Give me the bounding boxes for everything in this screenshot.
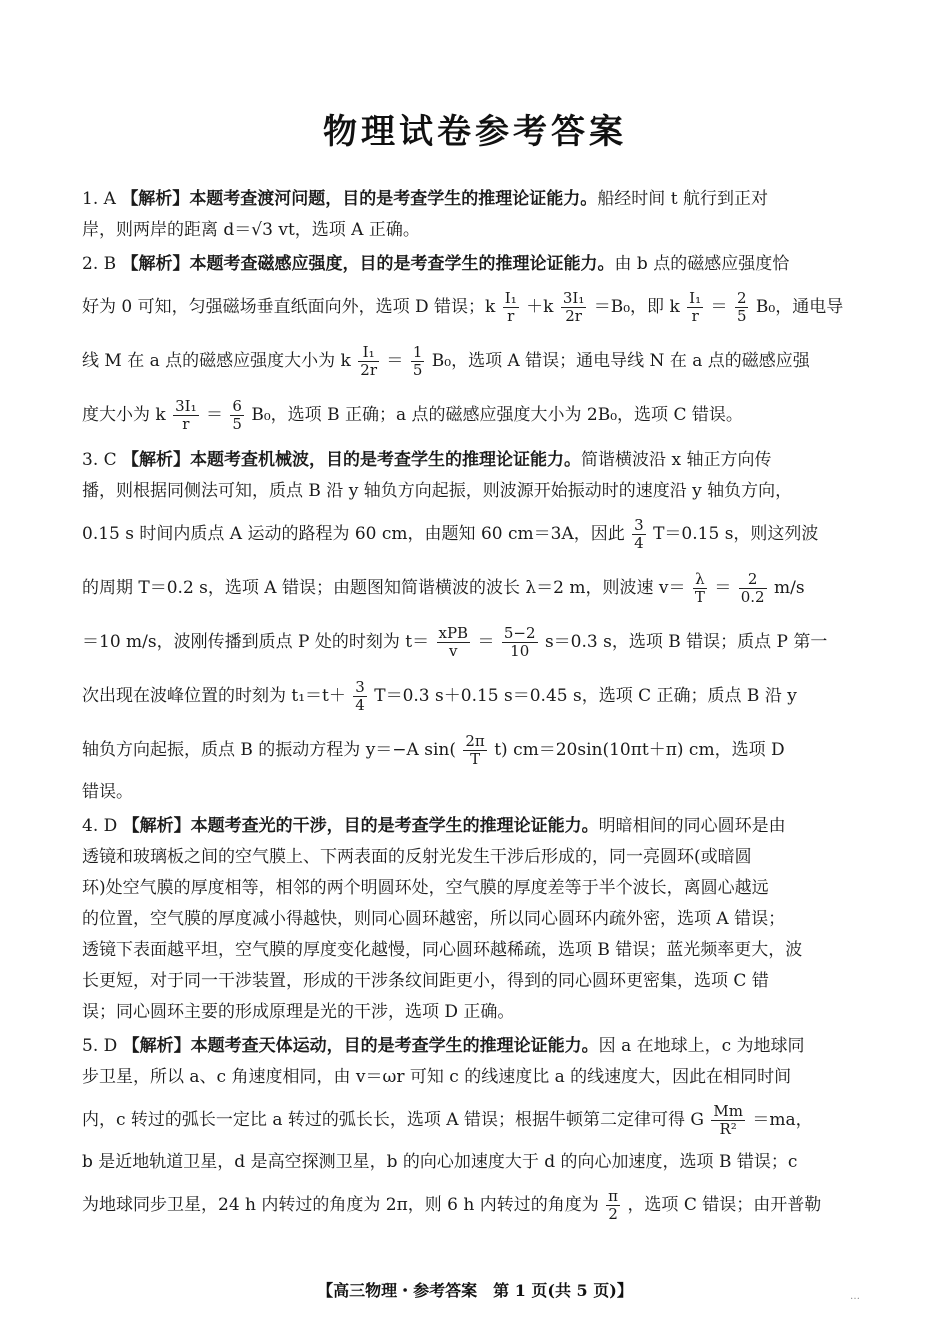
numerator: 5−2 — [503, 624, 536, 642]
answer-text: 内，c 转过的弧长一定比 a 转过的弧长长，选项 A 错误；根据牛顿第二定律可得 G — [82, 1110, 704, 1130]
answer-text: 度大小为 k — [82, 405, 166, 425]
fraction — [711, 1103, 745, 1138]
answer-item — [82, 184, 862, 246]
denominator: r — [691, 307, 699, 325]
fraction — [739, 571, 767, 606]
answer-text: 的位置，空气膜的厚度减小得越快，则同心圆环越密，所以同心圆环内疏外密，选项 A 错误； — [82, 909, 786, 929]
answer-text: 透镜和玻璃板之间的空气膜上、下两表面的反射光发生干涉后形成的，同一亮圆环(或暗圆 — [82, 847, 752, 867]
answer-item — [82, 1031, 862, 1232]
numerator: 3I₁ — [562, 289, 585, 307]
answer-line — [82, 1178, 862, 1232]
numerator: π — [608, 1187, 619, 1205]
answer-item — [82, 811, 862, 1028]
answer-line — [82, 723, 862, 777]
answer-number: 5. D — [82, 1036, 118, 1056]
answer-text: m/s — [774, 578, 805, 598]
denominator: 5 — [736, 307, 747, 325]
answer-text: ＝B₀，即 k — [593, 297, 680, 317]
numerator: λ — [693, 571, 707, 589]
answer-text: b 是近地轨道卫星，d 是高空探测卫星，b 的向心加速度大于 d 的向心加速度，选项 B 错误；c — [82, 1152, 798, 1172]
answer-text: 岸，则两岸的距离 d＝√3 vt，选项 A 正确。 — [82, 220, 420, 240]
denominator: 10 — [510, 642, 530, 660]
answer-text: 误；同心圆环主要的形成原理是光的干涉，选项 D 正确。 — [82, 1002, 515, 1022]
answer-text: 好为 0 可知，匀强磁场垂直纸面向外，选项 D 错误；k — [82, 297, 496, 317]
answer-text: B₀，选项 A 错误；通电导线 N 在 a 点的磁感应强 — [431, 351, 810, 371]
answer-text: 轴负方向起振，质点 B 的振动方程为 y＝−A sin( — [82, 740, 456, 760]
denominator: 2r — [565, 307, 582, 325]
denominator: 5 — [412, 361, 423, 379]
answer-text: B₀，选项 B 正确；a 点的磁感应强度大小为 2B₀，选项 C 错误。 — [251, 405, 743, 425]
denominator: 2 — [608, 1205, 618, 1223]
fraction — [230, 398, 244, 433]
answer-number: 3. C — [82, 450, 117, 470]
answer-text: ＋k — [526, 297, 554, 317]
numerator: 1 — [412, 343, 423, 361]
answer-text: ＝ma， — [752, 1110, 813, 1130]
answer-text: 次出现在波峰位置的时刻为 t₁＝t＋ — [82, 686, 346, 706]
numerator: I₁ — [358, 344, 379, 362]
answer-text: 的周期 T＝0.2 s，选项 A 错误；由题图知简谐横波的波长 λ＝2 m，则波速 v＝ — [82, 578, 686, 598]
answer-line — [82, 388, 862, 442]
denominator: 4 — [355, 696, 365, 714]
fraction — [173, 398, 198, 433]
fraction — [693, 571, 707, 606]
answer-aim: 本题考查机械波，目的是考查学生的推理论证能力。 — [190, 450, 582, 470]
analysis-tag: 【解析】 — [122, 1036, 191, 1056]
answer-text: ＝ — [714, 578, 732, 598]
denominator: R² — [719, 1120, 737, 1138]
answer-line — [82, 669, 862, 723]
fraction — [502, 625, 538, 660]
answer-text: 错误。 — [82, 782, 133, 802]
analysis-tag: 【解析】 — [122, 450, 191, 470]
fraction — [503, 290, 519, 325]
denominator: 2r — [360, 361, 377, 379]
fraction — [735, 290, 749, 325]
answer-item — [82, 445, 862, 808]
answer-text: 0.15 s 时间内质点 A 运动的路程为 60 cm，由题知 60 cm＝3A，因此 — [82, 524, 625, 544]
answer-number: 1. A — [82, 189, 116, 209]
answer-line — [82, 561, 862, 615]
answer-text: ＝ — [477, 632, 495, 652]
numerator: xPB — [438, 624, 469, 642]
answer-line — [82, 615, 862, 669]
page-footer: 【高三物理・参考答案 第 1 页(共 5 页)】 — [317, 1281, 633, 1300]
answer-number: 2. B — [82, 254, 117, 274]
numerator: Mm — [713, 1102, 743, 1120]
denominator: r — [182, 415, 190, 433]
analysis-tag: 【解析】 — [121, 189, 190, 209]
answer-text: 环)处空气膜的厚度相等，相邻的两个明圆环处，空气膜的厚度差等于半个波长，离圆心越远 — [82, 878, 769, 898]
footer-mark: … — [850, 1291, 860, 1302]
answer-text: ＝ — [386, 351, 404, 371]
answer-text: s＝0.3 s，选项 B 错误；质点 P 第一 — [544, 632, 828, 652]
answer-text: ，选项 C 错误；由开普勒 — [627, 1195, 822, 1215]
denominator: T — [470, 750, 481, 768]
answer-text: 线 M 在 a 点的磁感应强度大小为 k — [82, 351, 351, 371]
analysis-tag: 【解析】 — [122, 816, 191, 836]
fraction — [561, 290, 586, 325]
answer-aim: 本题考查天体运动，目的是考查学生的推理论证能力。 — [190, 1036, 599, 1056]
numerator: 3 — [634, 516, 644, 534]
denominator: v — [449, 642, 458, 660]
answer-text: 透镜下表面越平坦，空气膜的厚度变化越慢，同心圆环越稀疏，选项 B 错误；蓝光频率更大，波 — [82, 940, 803, 960]
answer-text: ＝ — [710, 297, 728, 317]
answer-item — [82, 249, 862, 442]
numerator: 2π — [465, 732, 485, 750]
answer-number: 4. D — [82, 816, 118, 836]
fraction — [687, 290, 703, 325]
answer-text: 因 a 在地球上，c 为地球同 — [598, 1036, 805, 1056]
fraction — [437, 625, 471, 660]
denominator: 5 — [232, 415, 242, 433]
answer-text: 长更短，对于同一干涉装置，形成的干涉条纹间距更小，得到的同心圆环更密集，选项 C 错 — [82, 971, 769, 991]
answer-text: T＝0.15 s，则这列波 — [653, 524, 819, 544]
denominator: r — [507, 307, 515, 325]
answer-text: 播，则根据同侧法可知，质点 B 沿 y 轴负方向起振，则波源开始振动时的速度沿 y 轴负方向， — [82, 481, 793, 501]
answer-text: 明暗相间的同心圆环是由 — [598, 816, 786, 836]
fraction — [463, 733, 486, 768]
denominator: 4 — [634, 534, 644, 552]
numerator: 6 — [232, 397, 242, 415]
denominator: T — [694, 588, 705, 606]
answer-line — [82, 334, 862, 388]
answer-line — [82, 507, 862, 561]
numerator: I₁ — [689, 289, 702, 307]
answer-list — [82, 184, 862, 1235]
fraction — [353, 679, 367, 714]
answer-line — [82, 1093, 862, 1147]
numerator: 3 — [355, 678, 365, 696]
answer-aim: 本题考查渡河问题，目的是考查学生的推理论证能力。 — [189, 189, 598, 209]
page-title: 物理试卷参考答案 — [323, 112, 627, 152]
answer-aim: 本题考查光的干涉，目的是考查学生的推理论证能力。 — [190, 816, 599, 836]
denominator: 0.2 — [740, 588, 765, 606]
fraction — [411, 344, 425, 379]
fraction — [632, 517, 646, 552]
answer-text: T＝0.3 s＋0.15 s＝0.45 s，选项 C 正确；质点 B 沿 y — [374, 686, 797, 706]
answer-line — [82, 280, 862, 334]
answer-text: ＝ — [206, 405, 224, 425]
answer-text: 由 b 点的磁感应强度恰 — [614, 254, 790, 274]
answer-text: 船经时间 t 航行到正对 — [597, 189, 768, 209]
answer-text: B₀，通电导 — [755, 297, 844, 317]
answer-aim: 本题考查磁感应强度，目的是考查学生的推理论证能力。 — [189, 254, 615, 274]
fraction — [358, 344, 379, 379]
numerator: 2 — [739, 571, 767, 589]
numerator: 2 — [736, 289, 747, 307]
answer-text: t) cm＝20sin(10πt＋π) cm，选项 D — [494, 740, 785, 760]
numerator: 3I₁ — [175, 397, 197, 415]
answer-text: ＝10 m/s，波刚传播到质点 P 处的时刻为 t＝ — [82, 632, 430, 652]
answer-text: 为地球同步卫星，24 h 内转过的角度为 2π，则 6 h 内转过的角度为 — [82, 1195, 599, 1215]
analysis-tag: 【解析】 — [121, 254, 190, 274]
answer-text: 步卫星，所以 a、c 角速度相同，由 v＝ωr 可知 c 的线速度比 a 的线速度大，因此在相同时间 — [82, 1067, 792, 1087]
numerator: I₁ — [504, 289, 517, 307]
answer-text: 简谐横波沿 x 轴正方向传 — [581, 450, 772, 470]
fraction — [606, 1188, 620, 1223]
